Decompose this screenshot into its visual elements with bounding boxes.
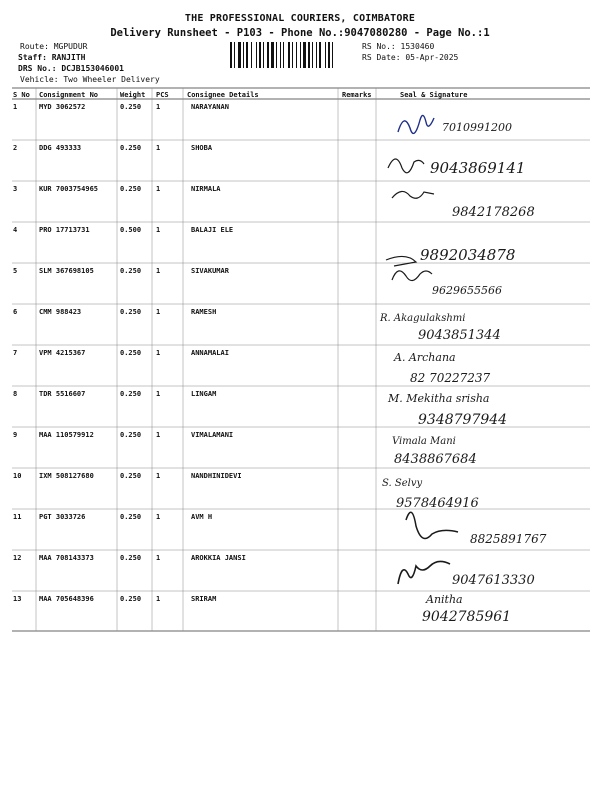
col-consignment: Consignment No	[39, 91, 99, 99]
cell-sno: 9	[13, 431, 18, 439]
cell-pcs: 1	[156, 226, 161, 234]
handwritten-note: 9042785961	[422, 609, 512, 625]
cell-consignment-no: VPM 4215367	[39, 349, 86, 357]
cell-consignee: LINGAM	[191, 390, 217, 398]
cell-pcs: 1	[156, 103, 161, 111]
cell-pcs: 1	[156, 267, 161, 275]
staff-value: RANJITH	[51, 53, 86, 62]
cell-sno: 4	[13, 226, 18, 234]
cell-weight: 0.250	[120, 185, 142, 193]
cell-consignment-no: SLM 367698105	[39, 267, 94, 275]
cell-consignment-no: MAA 110579912	[39, 431, 94, 439]
cell-sno: 3	[13, 185, 18, 193]
cell-sno: 11	[13, 513, 22, 521]
cell-consignment-no: IXM 508127680	[39, 472, 94, 480]
col-sno: S No	[13, 91, 30, 99]
handwritten-note: 9578464916	[396, 496, 479, 511]
handwritten-note: 8438867684	[394, 452, 477, 467]
cell-sno: 6	[13, 308, 18, 316]
cell-pcs: 1	[156, 431, 161, 439]
cell-weight: 0.250	[120, 472, 142, 480]
cell-weight: 0.250	[120, 431, 142, 439]
handwritten-note: 8825891767	[470, 532, 547, 546]
cell-weight: 0.250	[120, 267, 142, 275]
cell-consignee: AVM H	[191, 513, 213, 521]
cell-consignee: BALAJI ELE	[191, 226, 234, 234]
cell-weight: 0.250	[120, 390, 142, 398]
cell-weight: 0.500	[120, 226, 142, 234]
handwritten-note: 9047613330	[452, 573, 535, 588]
cell-consignee: RAMESH	[191, 308, 217, 316]
handwritten-note: 9043851344	[418, 328, 501, 343]
handwritten-note: M. Mekitha srisha	[388, 392, 490, 405]
cell-sno: 12	[13, 554, 22, 562]
cell-pcs: 1	[156, 472, 161, 480]
cell-pcs: 1	[156, 513, 161, 521]
col-weight: Weight	[120, 91, 146, 99]
cell-consignee: NIRMALA	[191, 185, 221, 193]
cell-weight: 0.250	[120, 349, 142, 357]
cell-consignment-no: KUR 7003754965	[39, 185, 99, 193]
rs-no-label: RS No.:	[362, 42, 396, 51]
cell-pcs: 1	[156, 554, 161, 562]
col-consignee: Consignee Details	[187, 91, 259, 99]
cell-weight: 0.250	[120, 308, 142, 316]
cell-consignment-no: DDG 493333	[39, 144, 82, 152]
handwritten-note: 7010991200	[442, 121, 512, 134]
cell-consignee: AROKKIA JANSI	[191, 554, 246, 562]
vehicle-value: Two Wheeler Delivery	[63, 75, 160, 84]
rs-date-label: RS Date:	[362, 53, 401, 62]
col-signature: Seal & Signature	[400, 91, 468, 99]
cell-sno: 8	[13, 390, 18, 398]
handwritten-note: S. Selvy	[382, 478, 423, 489]
col-remarks: Remarks	[342, 91, 372, 99]
cell-consignment-no: CMM 988423	[39, 308, 82, 316]
cell-weight: 0.250	[120, 554, 142, 562]
cell-weight: 0.250	[120, 595, 142, 603]
cell-consignment-no: MAA 708143373	[39, 554, 94, 562]
handwritten-note: 9043869141	[430, 159, 526, 177]
cell-consignment-no: PGT 3033726	[39, 513, 86, 521]
cell-pcs: 1	[156, 349, 161, 357]
cell-weight: 0.250	[120, 103, 142, 111]
cell-sno: 7	[13, 349, 18, 357]
cell-weight: 0.250	[120, 513, 142, 521]
cell-consignment-no: PRO 17713731	[39, 226, 90, 234]
handwritten-note: Anitha	[426, 593, 463, 606]
handwritten-note: A. Archana	[394, 351, 456, 364]
cell-weight: 0.250	[120, 144, 142, 152]
company-title: THE PROFESSIONAL COURIERS, COIMBATORE	[184, 13, 416, 24]
cell-consignee: SRIRAM	[191, 595, 217, 603]
cell-pcs: 1	[156, 390, 161, 398]
cell-sno: 10	[13, 472, 22, 480]
cell-pcs: 1	[156, 144, 161, 152]
drs-label: DRS No.:	[18, 64, 57, 73]
cell-pcs: 1	[156, 595, 161, 603]
cell-pcs: 1	[156, 308, 161, 316]
col-pcs: PCS	[156, 91, 169, 99]
cell-consignment-no: MYD 3062572	[39, 103, 86, 111]
route-value: MGPUDUR	[53, 42, 88, 51]
cell-consignee: NANDHINIDEVI	[191, 472, 242, 480]
cell-consignment-no: TDR 5516607	[39, 390, 86, 398]
handwritten-note: 9348797944	[418, 412, 508, 428]
vehicle-label: Vehicle:	[20, 75, 59, 84]
rs-date-value: 05-Apr-2025	[405, 53, 459, 62]
rs-no-value: 1530460	[400, 42, 435, 51]
cell-consignment-no: MAA 705648396	[39, 595, 94, 603]
cell-consignee: VIMALAMANI	[191, 431, 234, 439]
route-label: Route:	[20, 42, 49, 51]
handwritten-note: Vimala Mani	[392, 436, 456, 447]
handwritten-note: R. Akagulakshmi	[380, 313, 466, 324]
handwritten-note: 9892034878	[420, 246, 516, 264]
cell-consignee: NARAYANAN	[191, 103, 229, 111]
cell-pcs: 1	[156, 185, 161, 193]
cell-consignee: ANNAMALAI	[191, 349, 229, 357]
staff-label: Staff:	[18, 53, 47, 62]
cell-sno: 13	[13, 595, 22, 603]
cell-consignee: SIVAKUMAR	[191, 267, 229, 275]
drs-value: DCJB153046001	[61, 64, 124, 73]
cell-sno: 2	[13, 144, 18, 152]
handwritten-note: 9842178268	[452, 205, 535, 220]
cell-consignee: SHOBA	[191, 144, 213, 152]
handwritten-note: 9629655566	[432, 284, 502, 297]
handwritten-note: 82 70227237	[410, 371, 491, 385]
cell-sno: 1	[13, 103, 18, 111]
cell-sno: 5	[13, 267, 18, 275]
runsheet-subtitle: Delivery Runsheet - P103 - Phone No.:9047080280 - Page No.:1	[110, 27, 490, 39]
